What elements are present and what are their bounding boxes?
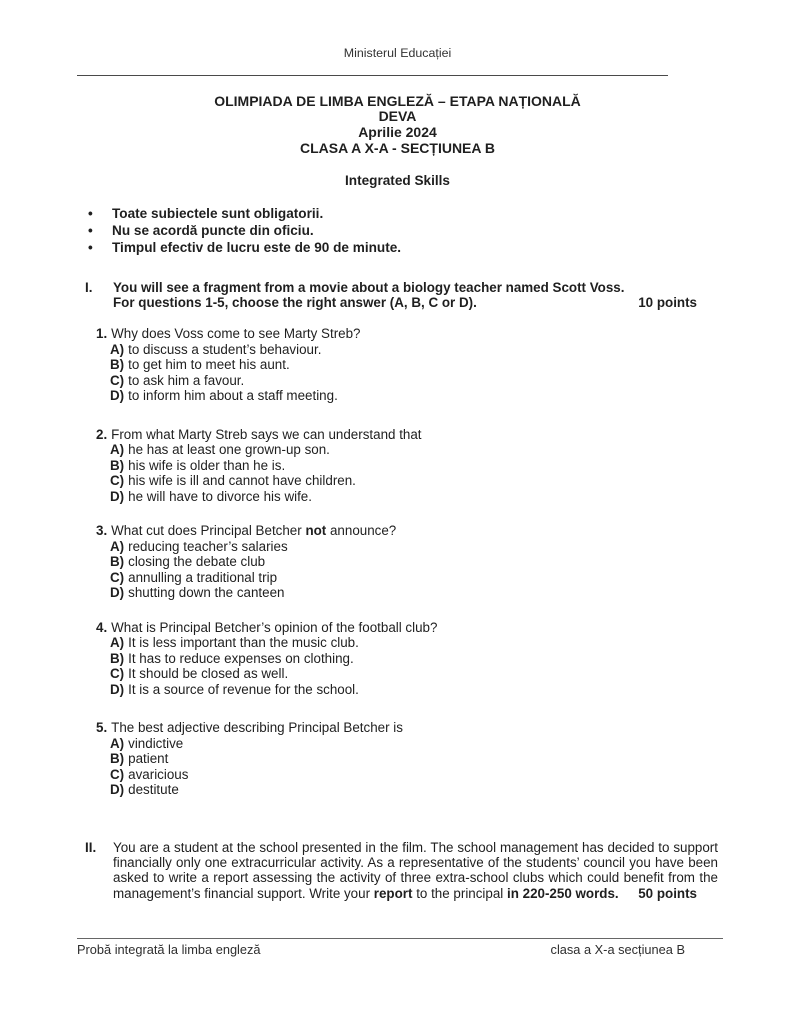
- subtitle-integrated-skills: Integrated Skills: [344, 172, 450, 188]
- option-letter: C): [110, 372, 125, 388]
- option-text: reducing teacher’s salaries: [128, 538, 288, 554]
- bullet-icon: •: [88, 206, 93, 222]
- option-b: [110, 751, 718, 767]
- instruction-text: Timpul efectiv de lucru este de 90 de minute.: [112, 239, 402, 255]
- option-b: [110, 458, 718, 474]
- option-text: closing the debate club: [128, 554, 266, 570]
- instruction-text: Nu se acordă puncte din oficiu.: [112, 222, 314, 238]
- option-letter: A): [110, 341, 125, 357]
- instruction-item: [88, 223, 718, 240]
- option-text: It is a source of revenue for the school.: [128, 681, 359, 697]
- option-letter: C): [110, 666, 125, 682]
- question-number: 1.: [96, 326, 108, 342]
- option-c: [110, 373, 718, 389]
- title-city: DEVA: [378, 108, 417, 125]
- option-letter: A): [110, 735, 125, 751]
- question-3-stem: [96, 523, 718, 539]
- option-letter: D): [110, 585, 125, 601]
- section-2-numeral: II.: [85, 839, 97, 855]
- question-2: [96, 427, 718, 505]
- option-text: vindictive: [128, 735, 184, 751]
- option-a: [110, 342, 718, 358]
- section-1-body: [113, 280, 718, 312]
- option-letter: B): [110, 751, 125, 767]
- option-letter: B): [110, 457, 125, 473]
- question-number: 2.: [96, 426, 108, 442]
- option-letter: C): [110, 569, 125, 585]
- section-2-bold-wordcount: in 220-250 words.: [507, 885, 619, 901]
- option-b: [110, 554, 718, 570]
- question-4-stem: [96, 620, 718, 636]
- question-text: What is Principal Betcher’s opinion of the football club?: [111, 619, 438, 635]
- option-d: [110, 388, 718, 404]
- option-text: his wife is older than he is.: [128, 457, 286, 473]
- option-letter: C): [110, 766, 125, 782]
- title-olympiad: OLIMPIADA DE LIMBA ENGLEZĂ – ETAPA NAȚIONALĂ: [214, 92, 581, 109]
- question-text: Why does Voss come to see Marty Streb?: [111, 326, 361, 342]
- bullet-icon: •: [88, 222, 93, 238]
- section-1-line2: [113, 295, 718, 311]
- option-letter: D): [110, 488, 125, 504]
- option-a: [110, 442, 718, 458]
- option-c: [110, 473, 718, 489]
- option-text: avaricious: [128, 766, 189, 782]
- option-d: [110, 682, 718, 698]
- questions-list: [77, 326, 718, 798]
- option-letter: B): [110, 650, 125, 666]
- option-c: [110, 666, 718, 682]
- instruction-item: [88, 206, 718, 223]
- question-text: The best adjective describing Principal Betcher is: [111, 720, 403, 736]
- section-2-text: You are a student at the school presented in the film. The school management has decided to support financially only one extracurricular activity. As a representative of the students’ council you have been asked to write a report assessing the activity of three extra-school clubs which could benefit from the management’s financial support. Write your: [113, 839, 718, 901]
- option-b: [110, 357, 718, 373]
- option-letter: A): [110, 635, 125, 651]
- question-number: 5.: [96, 720, 108, 736]
- option-text: It should be closed as well.: [128, 666, 289, 682]
- option-letter: A): [110, 442, 125, 458]
- option-a: [110, 539, 718, 555]
- instructions-list: [77, 206, 718, 256]
- option-c: [110, 570, 718, 586]
- title-class-section: CLASA A X-A - SECȚIUNEA B: [300, 139, 495, 156]
- option-b: [110, 651, 718, 667]
- option-text: he will have to divorce his wife.: [128, 488, 312, 504]
- option-text: he has at least one grown-up son.: [128, 442, 330, 458]
- question-4: [96, 620, 718, 698]
- question-number: 4.: [96, 619, 108, 635]
- option-text: to ask him a favour.: [128, 372, 245, 388]
- question-text-bold: not: [305, 523, 327, 539]
- option-letter: B): [110, 357, 125, 373]
- section-1-points: 10 points: [638, 295, 697, 311]
- option-text: his wife is ill and cannot have children.: [128, 473, 356, 489]
- section-1-numeral: I.: [85, 279, 93, 295]
- footer-right-label: clasa a X-a secțiunea B: [550, 942, 685, 957]
- option-text: to discuss a student’s behaviour.: [128, 341, 322, 357]
- section-2-text: to the principal: [412, 885, 508, 901]
- title-block: [77, 94, 718, 157]
- question-text: announce?: [326, 523, 397, 539]
- option-letter: D): [110, 388, 125, 404]
- question-text: From what Marty Streb says we can understand that: [111, 426, 422, 442]
- ministry-header: Ministerul Educației: [343, 46, 452, 60]
- option-text: destitute: [128, 782, 179, 798]
- option-d: [110, 489, 718, 505]
- option-text: annulling a traditional trip: [128, 569, 278, 585]
- title-date: Aprilie 2024: [358, 124, 437, 141]
- option-d: [110, 585, 718, 601]
- option-text: It has to reduce expenses on clothing.: [128, 650, 354, 666]
- header-divider: [77, 75, 668, 76]
- option-letter: D): [110, 782, 125, 798]
- option-c: [110, 767, 718, 783]
- option-letter: B): [110, 554, 125, 570]
- option-letter: C): [110, 473, 125, 489]
- option-text: to inform him about a staff meeting.: [128, 388, 338, 404]
- question-2-stem: [96, 427, 718, 443]
- page-footer: [77, 938, 723, 958]
- section-1-task: [77, 280, 718, 312]
- section-1-line2-text: For questions 1-5, choose the right answer (A, B, C or D).: [113, 295, 477, 311]
- question-1-stem: [96, 326, 718, 342]
- question-1: [96, 326, 718, 404]
- section-2-task: [77, 840, 718, 902]
- section-1-line1: You will see a fragment from a movie about a biology teacher named Scott Voss.: [113, 279, 625, 295]
- option-a: [110, 635, 718, 651]
- question-5-stem: [96, 720, 718, 736]
- question-text: What cut does Principal Betcher: [111, 523, 306, 539]
- section-2-points: 50 points: [638, 885, 697, 901]
- section-2-bold-report: report: [373, 885, 413, 901]
- option-text: shutting down the canteen: [128, 585, 285, 601]
- question-number: 3.: [96, 523, 108, 539]
- instruction-text: Toate subiectele sunt obligatorii.: [112, 206, 324, 222]
- option-letter: D): [110, 681, 125, 697]
- option-text: patient: [128, 751, 169, 767]
- option-text: It is less important than the music club.: [128, 635, 359, 651]
- footer-row: [77, 939, 723, 958]
- section-2-paragraph: [113, 840, 718, 902]
- option-d: [110, 782, 718, 798]
- option-a: [110, 736, 718, 752]
- bullet-icon: •: [88, 239, 93, 255]
- footer-left-label: Probă integrată la limba engleză: [77, 942, 261, 957]
- instruction-item: [88, 240, 718, 257]
- option-text: to get him to meet his aunt.: [128, 357, 290, 373]
- question-3: [96, 523, 718, 601]
- question-5: [96, 720, 718, 798]
- option-letter: A): [110, 538, 125, 554]
